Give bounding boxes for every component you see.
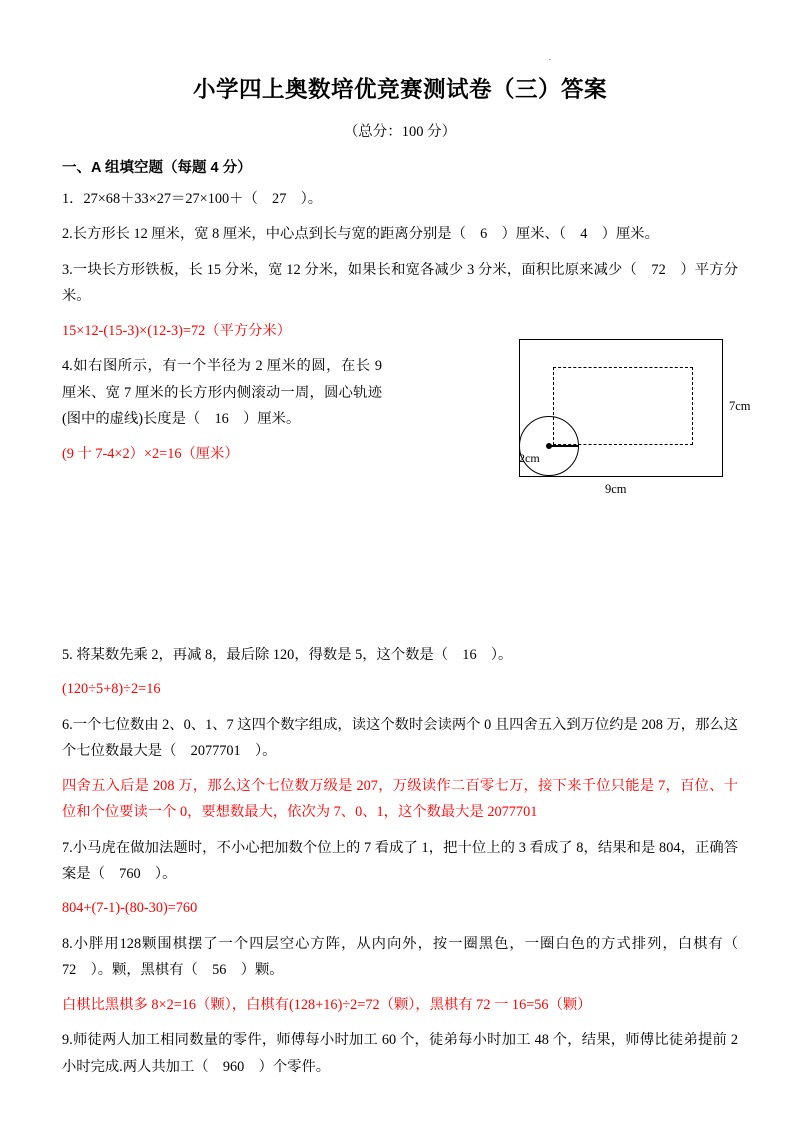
- question-9: 9.师徒两人加工相同数量的零件，师傅每小时加工 60 个，徒弟每小时加工 48 个，结果，师傅比徒弟提前 2 小时完成.两人共加工（ 960 ）个零件。: [62, 1032, 738, 1075]
- question-8: 8.小胖用128颗围棋摆了一个四层空心方阵，从内向外，按一圈黑色，一圈白色的方式排列，白棋有（ 72 ）。颗，黑棋有（ 56 ）颗。: [62, 935, 753, 979]
- answer-7: 804+(7-1)-(80-30)=760: [62, 900, 198, 917]
- section-heading: 一、A 组填空题（每题 4 分）: [62, 160, 252, 176]
- answer-4: (9 十 7-4×2）×2=16（厘米）: [62, 445, 239, 462]
- question-5: 5. 将某数先乘 2，再减 8，最后除 120，得数是 5，这个数是（ 16 ）。: [62, 646, 513, 663]
- label-circle-radius: 2cm: [519, 450, 540, 465]
- question-1: 1．27×68＋33×27＝27×100＋（ 27 ）。: [62, 191, 323, 207]
- question-2: 2.长方形长 12 厘米，宽 8 厘米，中心点到长与宽的距离分别是（ 6 ）厘米、（ 4 ）厘米。: [62, 226, 659, 243]
- page-top-marker: ·: [548, 54, 552, 66]
- question-4: 4.如右图所示，有一个半径为 2 厘米的圆，在长 9 厘米、宽 7 厘米的长方形内侧滚动一周，圆心轨迹(图中的虚线)长度是（ 16 ）厘米。: [62, 358, 382, 428]
- circle-center-dot: [546, 443, 552, 449]
- answer-3: 15×12-(15-3)×(12-3)=72（平方分米）: [62, 322, 292, 339]
- question-7: 7.小马虎在做加法题时，不小心把加数个位上的 7 看成了 1，把十位上的 3 看成了 8，结果和是 804，正确答案是（ 760 ）。: [62, 839, 738, 882]
- answer-5: (120÷5+8)÷2=16: [62, 681, 161, 698]
- radius-line: [549, 445, 578, 446]
- page-subtitle: （总分：100 分）: [343, 124, 457, 140]
- label-rect-height: 7cm: [729, 398, 751, 413]
- question-6: 6.一个七位数由 2、0、1、7 这四个数字组成，读这个数时会读两个 0 且四舍五入到万位约是 208 万，那么这个七位数最大是（ 2077701 ）。: [62, 716, 738, 760]
- question-3: 3.一块长方形铁板，长 15 分米，宽 12 分米，如果长和宽各减少 3 分米，面积比原来减少（ 72 ）平方分米。: [62, 261, 738, 305]
- page-title: 小学四上奥数培优竞赛测试卷（三）答案: [192, 77, 607, 102]
- answer-6: 四舍五入后是 208 万，那么这个七位数万级是 207，万级读作二百零七万，接下来千位只能是 7，百位、十位和个位要读一个 0，要想数最大，依次为 7、0、1，这个数最大是 2077701: [62, 777, 738, 821]
- circle-in-rectangle-figure: [455, 339, 751, 509]
- answer-8: 白棋比黑棋多 8×2=16（颗），白棋有(128+16)÷2=72（颗），黑棋有 72 一 16=56（颗）: [62, 996, 592, 1013]
- label-rect-width: 9cm: [605, 481, 627, 496]
